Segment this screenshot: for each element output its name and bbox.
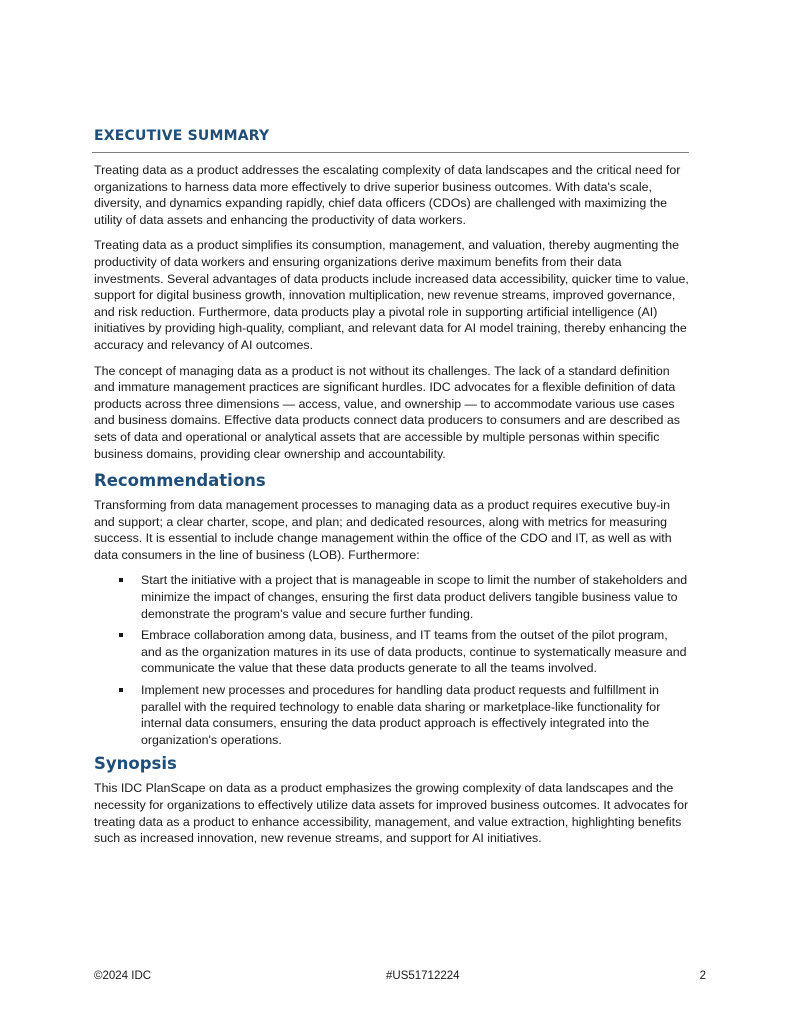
list-item-text: Implement new processes and procedures for handling data product requests and fulfillment in parallel with the required technology to enable data sharing or marketplace-like functionality for internal data consumers, ensuring the data product approach is effectively integrated into the organization's operations. xyxy=(141,683,661,747)
page-footer xyxy=(94,970,706,986)
section-divider xyxy=(92,152,689,153)
square-bullet-icon xyxy=(119,578,123,582)
summary-paragraph-3: The concept of managing data as a product is not without its challenges. The lack of a standard definition and immature management practices are significant hurdles. IDC advocates for a flexible definition of data products across three dimensions — access, value, and ownership — to accommodate various use cases and business domains. Effective data products connect data producers to consumers and are described as sets of data and operational or analytical assets that are accessible by multiple personas within specific business domains, providing clear ownership and accountability. xyxy=(94,363,680,461)
square-bullet-icon xyxy=(119,688,123,692)
synopsis-heading: Synopsis xyxy=(94,754,177,774)
footer-copyright: ©2024 IDC xyxy=(94,970,152,982)
executive-summary-title: EXECUTIVE SUMMARY xyxy=(94,128,270,144)
footer-page-number: 2 xyxy=(699,970,706,982)
page-content xyxy=(94,128,690,856)
summary-paragraph-1: Treating data as a product addresses the escalating complexity of data landscapes and the critical need for organizations to harness data more effectively to drive superior business outcomes. With data's scale, diversity, and dynamics expanding rapidly, chief data officers (CDOs) are challenged with maximizing the utility of data assets and enhancing the productivity of data workers. xyxy=(94,163,681,227)
list-item xyxy=(141,682,690,748)
recommendations-list xyxy=(94,572,690,748)
summary-paragraph-2: Treating data as a product simplifies its consumption, management, and valuation, thereby augmenting the productivity of data workers and ensuring organizations derive maximum benefits from their data investments. Several advantages of data products include increased data accessibility, quicker time to value, support for digital business growth, innovation multiplication, new revenue streams, improved governance, and risk reduction. Furthermore, data products play a pivotal role in supporting artificial intelligence (AI) initiatives by providing high-quality, compliant, and relevant data for AI model training, thereby enhancing the accuracy and relevancy of AI outcomes. xyxy=(94,238,689,352)
list-item xyxy=(141,572,690,622)
recommendations-intro: Transforming from data management processes to managing data as a product requires executive buy-in and support; a clear charter, scope, and plan; and dedicated resources, along with metrics for measuring success. It is essential to include change management within the office of the CDO and IT, as well as with data consumers in the line of business (LOB). Furthermore: xyxy=(94,498,672,562)
list-item-text: Start the initiative with a project that is manageable in scope to limit the number of stakeholders and minimize the impact of changes, ensuring the first data product delivers tangible business value to demonstrate the program's value and secure further funding. xyxy=(141,573,688,621)
list-item-text: Embrace collaboration among data, business, and IT teams from the outset of the pilot program, and as the organization matures in its use of data products, continue to systematically measure and communicate the value that these data products generate to all the teams involved. xyxy=(141,628,687,676)
list-item xyxy=(141,627,690,677)
recommendations-heading: Recommendations xyxy=(94,471,266,491)
synopsis-paragraph: This IDC PlanScape on data as a product emphasizes the growing complexity of data landscapes and the necessity for organizations to effectively utilize data assets for improved business outcomes. It advocates for treating data as a product to enhance accessibility, management, and value extraction, highlighting benefits such as increased innovation, new revenue streams, and support for AI initiatives. xyxy=(94,781,689,846)
square-bullet-icon xyxy=(119,633,123,637)
footer-document-id: #US51712224 xyxy=(386,970,460,982)
